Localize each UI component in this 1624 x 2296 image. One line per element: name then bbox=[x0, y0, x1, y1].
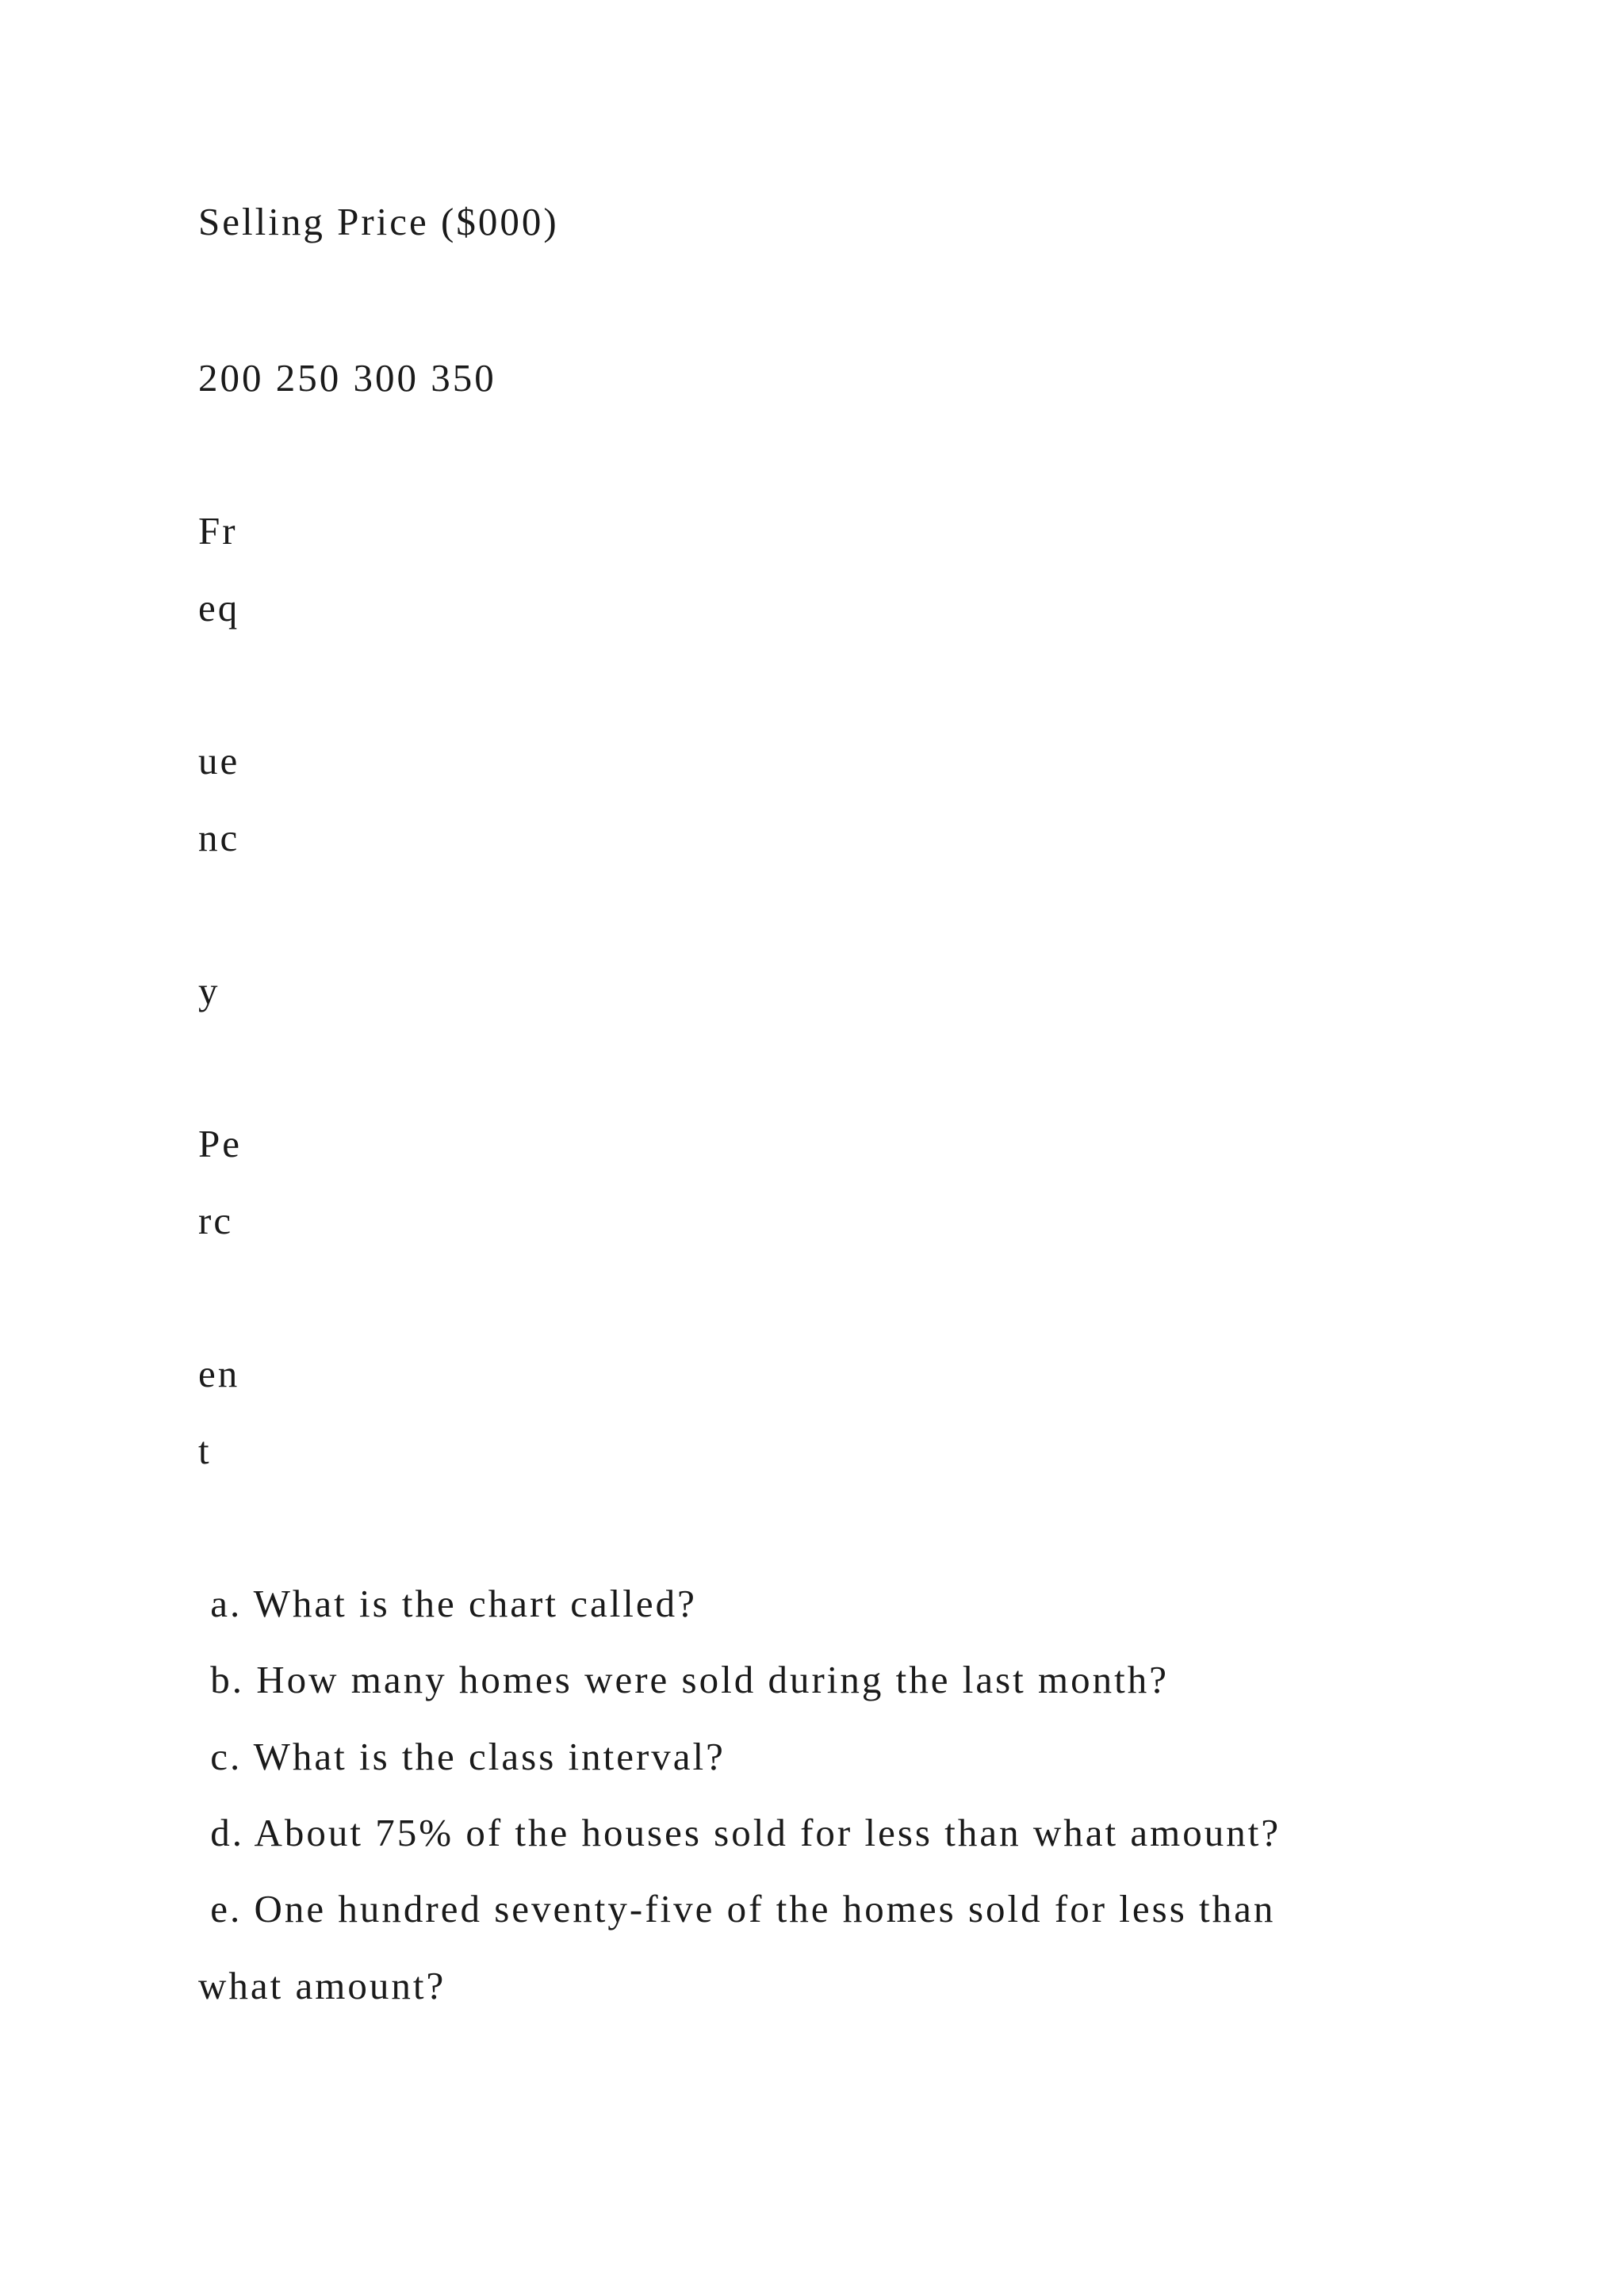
y-label-fragment: Fr bbox=[198, 509, 238, 553]
y-label-fragment: ue bbox=[198, 739, 240, 783]
y-label-fragment: eq bbox=[198, 586, 240, 629]
y2-label-fragment: rc bbox=[198, 1199, 234, 1242]
x-axis-label: Selling Price ($000) bbox=[198, 200, 559, 243]
y2-label-fragment: Pe bbox=[198, 1122, 242, 1165]
question-e: e. One hundred seventy-five of the homes sold for less than bbox=[198, 1887, 1276, 1931]
question-e-continued: what amount? bbox=[198, 1964, 446, 2007]
x-axis-ticks: 200 250 300 350 bbox=[198, 356, 496, 400]
question-a: a. What is the chart called? bbox=[198, 1582, 697, 1625]
y2-label-fragment: t bbox=[198, 1429, 212, 1472]
question-d: d. About 75% of the houses sold for less than what amount? bbox=[198, 1811, 1281, 1854]
question-c: c. What is the class interval? bbox=[198, 1735, 726, 1778]
question-b: b. How many homes were sold during the last month? bbox=[198, 1658, 1170, 1701]
y-label-fragment: y bbox=[198, 969, 220, 1012]
y-label-fragment: nc bbox=[198, 816, 240, 859]
y2-label-fragment: en bbox=[198, 1352, 240, 1395]
